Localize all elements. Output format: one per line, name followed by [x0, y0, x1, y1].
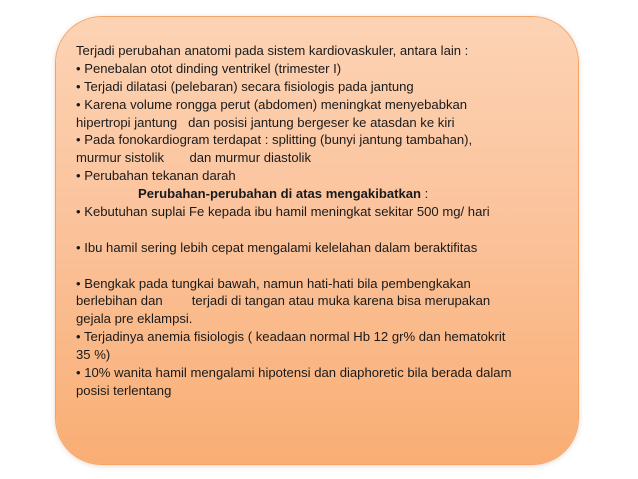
bullet-ventricle-thickening: • Penebalan otot dinding ventrikel (trimester I) — [76, 60, 342, 76]
bullet-anemia-cont: 35 %) — [76, 347, 111, 363]
bullet-fatigue: • Ibu hamil sering lebih cepat mengalami kelelahan dalam beraktifitas — [76, 239, 478, 255]
bullet-abdomen-volume: • Karena volume rongga perut (abdomen) meningkat menyebabkan — [76, 96, 468, 112]
bullet-hypotension: • 10% wanita hamil mengalami hipotensi dan diaphoretic bila berada dalam — [76, 365, 512, 381]
bullet-edema-cont-2: gejala pre eklampsi. — [76, 311, 193, 327]
content-text — [76, 42, 572, 400]
consequences-heading-bold: Perubahan-perubahan di atas mengakibatkan — [138, 186, 422, 202]
bullet-phonocardiogram: • Pada fonokardiogram terdapat : splitting (bunyi jantung tambahan), — [76, 132, 473, 148]
bullet-edema: • Bengkak pada tungkai bawah, namun hati-hati bila pembengkakan — [76, 275, 471, 291]
spacer — [76, 221, 572, 239]
bullet-iron-supply: • Kebutuhan suplai Fe kepada ibu hamil meningkat sekitar 500 mg/ hari — [76, 204, 490, 220]
intro-text: Terjadi perubahan anatomi pada sistem kardiovaskuler, antara lain : — [76, 43, 469, 58]
bullet-edema-cont: berlebihan dan terjadi di tangan atau muka karena bisa merupakan — [76, 293, 491, 309]
consequences-heading-colon: : — [421, 186, 429, 202]
bullet-heart-dilation: • Terjadi dilatasi (pelebaran) secara fisiologis pada jantung — [76, 78, 414, 94]
bullet-phonocardiogram-cont: murmur sistolik dan murmur diastolik — [76, 150, 312, 166]
bullet-blood-pressure: • Perubahan tekanan darah — [76, 168, 236, 184]
bullet-anemia: • Terjadinya anemia fisiologis ( keadaan normal Hb 12 gr% dan hematokrit — [76, 329, 506, 345]
bullet-abdomen-volume-cont: hipertropi jantung dan posisi jantung bergeser ke atasdan ke kiri — [76, 114, 455, 130]
bullet-hypotension-cont: posisi terlentang — [76, 382, 172, 398]
consequences-heading — [76, 185, 572, 203]
spacer — [76, 257, 572, 275]
